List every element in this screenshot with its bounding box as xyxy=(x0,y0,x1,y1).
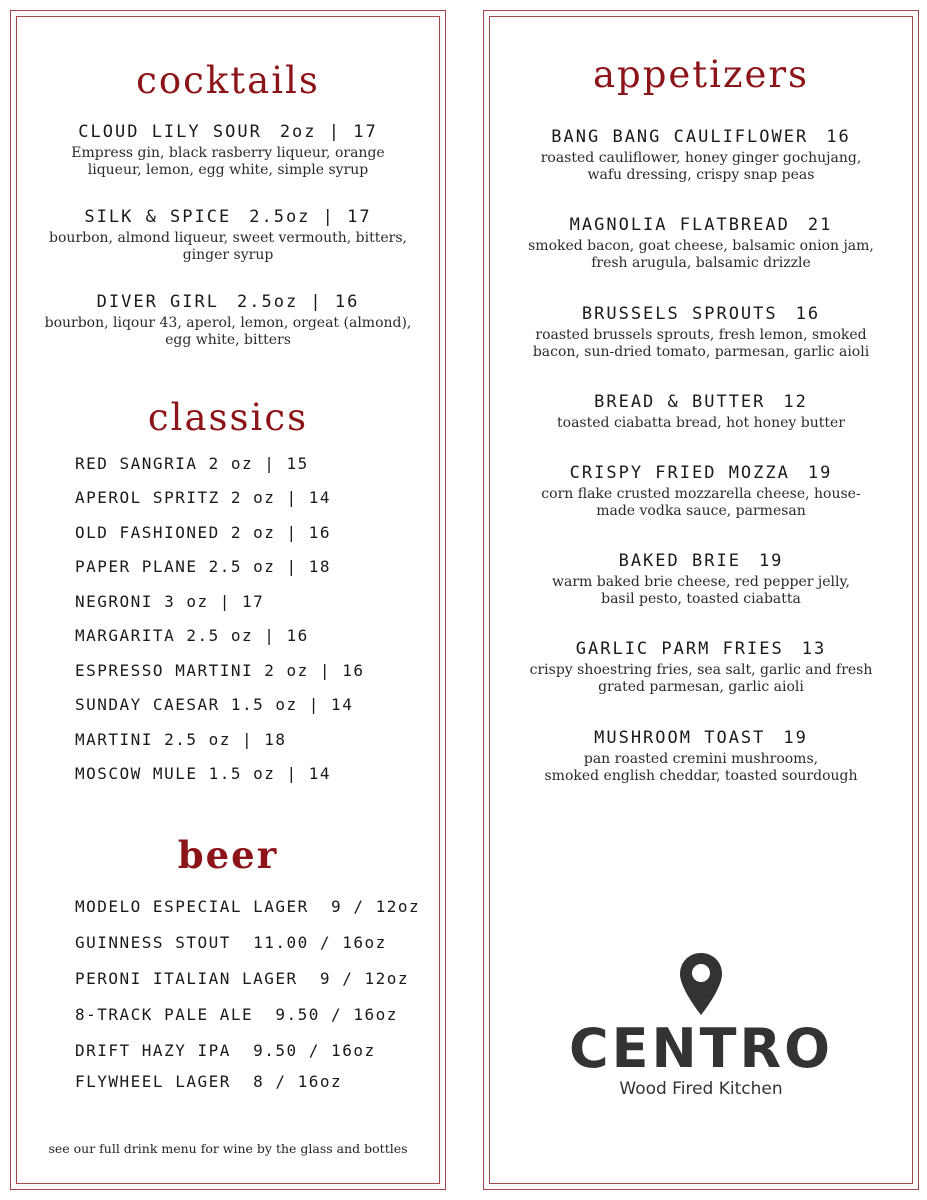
appetizer-item xyxy=(484,391,918,432)
appetizer-name: GARLIC PARM FRIES xyxy=(575,639,784,659)
classics-heading: classics xyxy=(147,396,309,439)
appetizer-title xyxy=(484,126,918,148)
appetizer-desc xyxy=(484,238,918,272)
appetizer-name: MUSHROOM TOAST xyxy=(594,728,766,748)
appetizer-item xyxy=(484,303,918,361)
classic-item: PAPER PLANE 2.5 oz | 18 xyxy=(75,557,332,576)
appetizer-price: 12 xyxy=(783,392,808,412)
cocktail-name: CLOUD LILY SOUR xyxy=(78,122,262,142)
appetizer-name: MAGNOLIA FLATBREAD xyxy=(569,215,790,235)
classic-item: OLD FASHIONED 2 oz | 16 xyxy=(75,523,332,542)
appetizer-title xyxy=(484,727,918,749)
cocktail-price: 2oz | 17 xyxy=(279,122,378,142)
appetizer-title xyxy=(484,303,918,325)
cocktail-desc-line: bourbon, almond liqueur, sweet vermouth, bitters, xyxy=(49,230,407,246)
cocktail-desc xyxy=(11,145,445,179)
beer-heading: beer xyxy=(177,833,279,877)
appetizer-desc xyxy=(484,327,918,361)
appetizer-item xyxy=(484,638,918,696)
appetizer-price: 19 xyxy=(783,728,808,748)
cocktail-desc-line: Empress gin, black rasberry liqueur, orange xyxy=(71,145,385,161)
classic-item: MARTINI 2.5 oz | 18 xyxy=(75,730,287,749)
appetizer-item xyxy=(484,126,918,184)
classic-item: SUNDAY CAESAR 1.5 oz | 14 xyxy=(75,695,354,714)
appetizer-desc-line: corn flake crusted mozzarella cheese, house- xyxy=(541,486,861,502)
appetizer-desc-line: warm baked brie cheese, red pepper jelly, xyxy=(552,574,850,590)
beer-item: MODELO ESPECIAL LAGER 9 / 12oz xyxy=(75,897,421,916)
appetizer-item xyxy=(484,462,918,520)
appetizer-desc-line: smoked bacon, goat cheese, balsamic onion jam, xyxy=(528,238,874,254)
logo-brand: CENTRO xyxy=(568,1017,834,1080)
appetizer-title xyxy=(484,638,918,660)
cocktail-item xyxy=(11,206,445,264)
appetizer-desc xyxy=(484,150,918,184)
appetizer-desc-line: crispy shoestring fries, sea salt, garlic and fresh xyxy=(529,662,873,678)
classic-item: NEGRONI 3 oz | 17 xyxy=(75,592,265,611)
cocktail-price: 2.5oz | 16 xyxy=(237,292,360,312)
map-pin-icon xyxy=(678,951,724,1017)
appetizer-desc-line: grated parmesan, garlic aioli xyxy=(598,679,804,695)
appetizer-desc-line: made vodka sauce, parmesan xyxy=(596,503,806,519)
appetizer-price: 16 xyxy=(795,304,821,324)
cocktail-item xyxy=(11,291,445,349)
food-panel xyxy=(483,10,919,1190)
appetizer-desc xyxy=(484,662,918,696)
appetizer-desc-line: fresh arugula, balsamic drizzle xyxy=(591,255,811,271)
appetizer-desc-line: bacon, sun-dried tomato, parmesan, garlic aioli xyxy=(532,344,870,360)
appetizer-item xyxy=(484,550,918,608)
appetizer-desc-line: roasted brussels sprouts, fresh lemon, smoked xyxy=(535,327,867,343)
cocktail-price: 2.5oz | 17 xyxy=(249,207,372,227)
appetizer-desc-line: toasted ciabatta bread, hot honey butter xyxy=(557,415,845,431)
beer-item: 8-TRACK PALE ALE 9.50 / 16oz xyxy=(75,1005,398,1024)
cocktail-desc xyxy=(11,230,445,264)
logo-tagline: Wood Fired Kitchen xyxy=(619,1079,783,1099)
appetizer-desc-line: basil pesto, toasted ciabatta xyxy=(601,591,801,607)
appetizer-desc-line: smoked english cheddar, toasted sourdough xyxy=(544,768,858,784)
classic-item: MARGARITA 2.5 oz | 16 xyxy=(75,626,309,645)
appetizer-title xyxy=(484,214,918,236)
appetizer-desc xyxy=(484,486,918,520)
classic-item: APEROL SPRITZ 2 oz | 14 xyxy=(75,488,332,507)
appetizer-desc xyxy=(484,415,918,432)
appetizer-price: 19 xyxy=(807,463,833,483)
cocktail-name: SILK & SPICE xyxy=(84,207,232,227)
appetizer-item xyxy=(484,727,918,785)
beer-item: DRIFT HAZY IPA 9.50 / 16oz xyxy=(75,1041,376,1060)
cocktail-desc-line: liqueur, lemon, egg white, simple syrup xyxy=(87,162,369,178)
appetizer-price: 19 xyxy=(758,551,784,571)
appetizer-desc-line: pan roasted cremini mushrooms, xyxy=(583,751,819,767)
cocktail-desc-line: bourbon, liqour 43, aperol, lemon, orgeat (almond), xyxy=(44,315,412,331)
appetizer-desc xyxy=(484,751,918,785)
cocktail-desc-line: egg white, bitters xyxy=(165,332,291,348)
cocktail-title xyxy=(11,121,445,143)
appetizer-item xyxy=(484,214,918,272)
classic-item: MOSCOW MULE 1.5 oz | 14 xyxy=(75,764,332,783)
cocktail-title xyxy=(11,291,445,313)
cocktail-title xyxy=(11,206,445,228)
appetizer-desc-line: roasted cauliflower, honey ginger gochujang, xyxy=(540,150,862,166)
beer-item: FLYWHEEL LAGER 8 / 16oz xyxy=(75,1072,343,1091)
appetizer-name: BREAD & BUTTER xyxy=(594,392,766,412)
drinks-panel xyxy=(10,10,446,1190)
appetizer-name: BRUSSELS SPROUTS xyxy=(581,304,778,324)
classic-item: RED SANGRIA 2 oz | 15 xyxy=(75,454,309,473)
appetizer-name: BANG BANG CAULIFLOWER xyxy=(551,127,809,147)
appetizer-title xyxy=(484,462,918,484)
cocktail-desc-line: ginger syrup xyxy=(182,247,274,263)
cocktail-item xyxy=(11,121,445,179)
beer-item: GUINNESS STOUT 11.00 / 16oz xyxy=(75,933,387,952)
appetizer-name: BAKED BRIE xyxy=(618,551,741,571)
appetizer-desc xyxy=(484,574,918,608)
cocktail-name: DIVER GIRL xyxy=(96,292,219,312)
appetizer-title xyxy=(484,550,918,572)
appetizers-heading: appetizers xyxy=(592,53,810,96)
appetizer-title xyxy=(484,391,918,413)
appetizer-name: CRISPY FRIED MOZZA xyxy=(569,463,790,483)
appetizer-price: 13 xyxy=(801,639,827,659)
beer-item: PERONI ITALIAN LAGER 9 / 12oz xyxy=(75,969,409,988)
classic-item: ESPRESSO MARTINI 2 oz | 16 xyxy=(75,661,365,680)
footnote: see our full drink menu for wine by the glass and bottles xyxy=(48,1141,408,1156)
centro-logo xyxy=(484,951,918,1099)
cocktails-heading: cocktails xyxy=(136,59,320,102)
appetizer-price: 21 xyxy=(807,215,833,235)
appetizer-desc-line: wafu dressing, crispy snap peas xyxy=(587,167,815,183)
cocktail-desc xyxy=(11,315,445,349)
appetizer-price: 16 xyxy=(826,127,851,147)
